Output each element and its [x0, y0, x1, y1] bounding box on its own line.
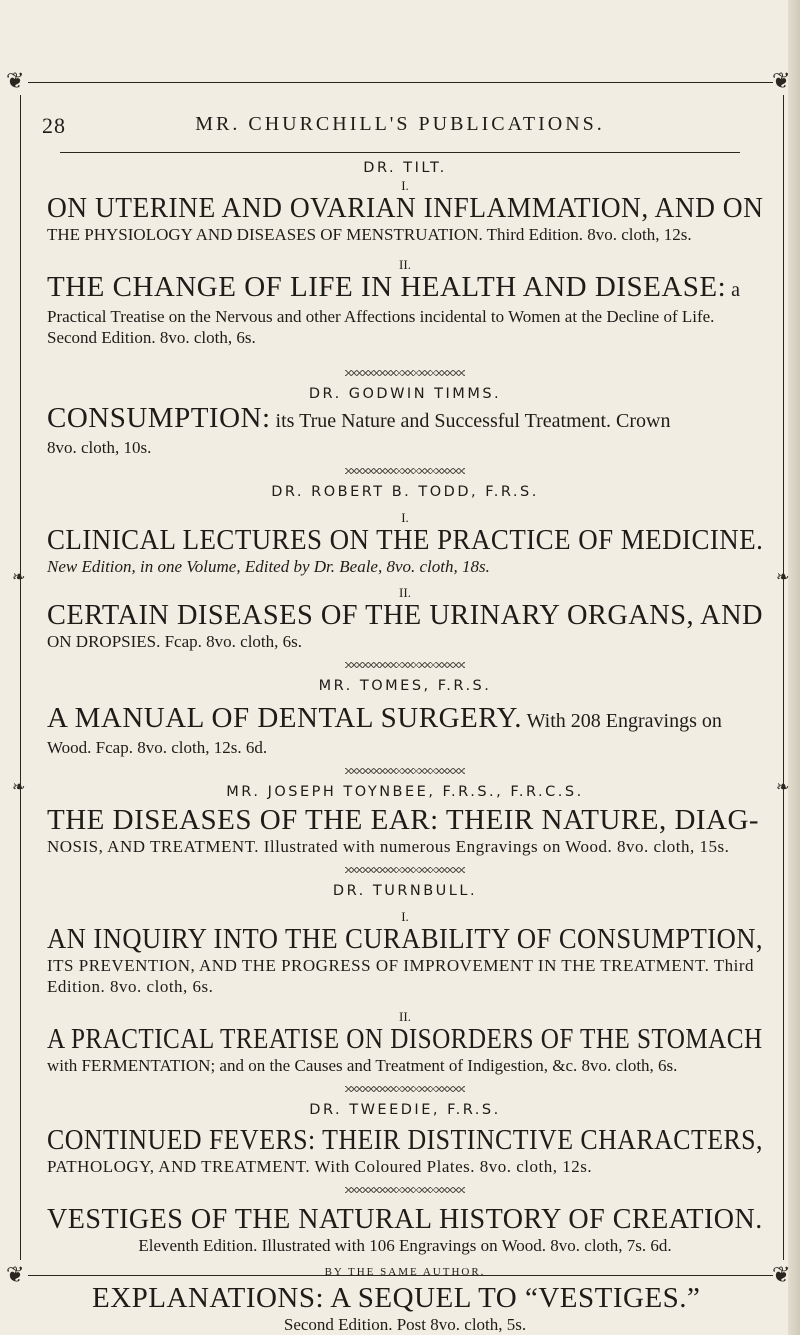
author-name: MR. JOSEPH TOYNBEE, F.R.S., F.R.C.S.	[226, 784, 584, 800]
work-description: with FERMENTATION; and on the Causes and Treatment of Indigestion, &c. 8vo. cloth, 6s.	[47, 1056, 678, 1075]
corner-ornament-bottom-left: ❦	[6, 1262, 25, 1287]
section-divider	[345, 370, 465, 376]
page-edge-shadow	[788, 0, 800, 1335]
work-title-continuation: its True Nature and Successful Treatment. Crown	[270, 410, 671, 432]
left-border-rule	[20, 95, 21, 1260]
work-numeral: I.	[401, 510, 409, 525]
section-divider	[345, 1086, 465, 1092]
work-title-text: CONSUMPTION:	[47, 402, 271, 434]
work-title	[47, 1124, 763, 1156]
work-description: 8vo. cloth, 10s.	[47, 438, 152, 457]
work-description: Wood. Fcap. 8vo. cloth, 12s. 6d.	[47, 738, 268, 757]
author-section	[47, 1102, 763, 1177]
work-numeral: II.	[399, 257, 411, 272]
author-section	[47, 484, 763, 652]
work-title-text: CLINICAL LECTURES ON THE PRACTICE OF MEDICINE.	[47, 524, 764, 556]
work-title	[47, 1203, 763, 1235]
author-name: DR. GODWIN TIMMS.	[308, 386, 502, 402]
page-number: 28	[42, 113, 66, 138]
section-divider	[345, 468, 465, 474]
corner-ornament-bottom-right: ❦	[772, 1262, 791, 1287]
side-ornament-left-2: ❧	[12, 779, 26, 796]
work-description: ON DROPSIES. Fcap. 8vo. cloth, 6s.	[47, 632, 303, 651]
work-title	[47, 804, 763, 836]
work-description: New Edition, in one Volume, Edited by Dr. Beale, 8vo. cloth, 18s.	[47, 557, 490, 576]
author-section	[47, 883, 763, 1076]
section-divider	[345, 867, 465, 873]
author-section	[47, 1203, 763, 1335]
top-border-rule	[28, 82, 773, 83]
work-title	[47, 192, 764, 224]
author-name: DR. TILT.	[363, 160, 447, 176]
side-ornament-left: ❧	[12, 569, 26, 586]
author-name: MR. TOMES, F.R.S.	[318, 678, 492, 694]
work-title-text: THE DISEASES OF THE EAR: THEIR NATURE, DIAG-	[47, 804, 760, 836]
work-description: Eleventh Edition. Illustrated with 106 Engravings on Wood. 8vo. cloth, 7s. 6d.	[138, 1236, 672, 1255]
sequel-description: Second Edition. Post 8vo. cloth, 5s.	[283, 1315, 527, 1334]
sequel-title-text: EXPLANATIONS: A SEQUEL TO “VESTIGES.”	[92, 1282, 701, 1314]
section-divider	[345, 768, 465, 774]
work-numeral: II.	[399, 1009, 411, 1024]
work-title-text: AN INQUIRY INTO THE CURABILITY OF CONSUMPTION,	[47, 923, 764, 955]
side-ornament-right: ❧	[776, 569, 790, 586]
same-author-label: BY THE SAME AUTHOR.	[324, 1266, 486, 1278]
author-name: DR. TWEEDIE, F.R.S.	[309, 1102, 501, 1118]
author-name: DR. TURNBULL.	[332, 883, 478, 899]
work-title-continuation: With 208 Engravings on	[521, 710, 722, 732]
work-title-text: A MANUAL OF DENTAL SURGERY.	[47, 702, 522, 734]
work-title-continuation: a	[726, 279, 741, 301]
work-title	[47, 1023, 763, 1055]
work-title-text: A PRACTICAL TREATISE ON DISORDERS OF THE STOMACH	[47, 1023, 763, 1055]
author-section	[47, 386, 763, 458]
author-section	[47, 678, 763, 758]
side-ornament-right-2: ❧	[776, 779, 790, 796]
corner-ornament-top-right: ❦	[772, 68, 791, 93]
catalogue-content	[47, 160, 763, 1335]
work-title-text: VESTIGES OF THE NATURAL HISTORY OF CREATION.	[47, 1203, 763, 1235]
work-numeral: II.	[399, 585, 411, 600]
work-numeral: I.	[401, 178, 409, 193]
work-title	[47, 402, 763, 437]
work-title	[47, 524, 764, 556]
work-description: ITS PREVENTION, AND THE PROGRESS OF IMPROVEMENT IN THE TREATMENT. Third Edition. 8vo. cloth, 6s.	[47, 956, 755, 996]
right-border-rule	[783, 95, 784, 1260]
header-underline-rule	[60, 152, 740, 153]
work-title	[47, 923, 764, 955]
work-title	[47, 702, 763, 737]
author-section	[47, 160, 763, 348]
work-title-text: THE CHANGE OF LIFE IN HEALTH AND DISEASE:	[47, 271, 727, 303]
author-name: DR. ROBERT B. TODD, F.R.S.	[271, 484, 539, 500]
author-section	[47, 784, 763, 857]
work-description: THE PHYSIOLOGY AND DISEASES OF MENSTRUATION. Third Edition. 8vo. cloth, 12s.	[47, 225, 692, 244]
work-title-text: CONTINUED FEVERS: THEIR DISTINCTIVE CHARACTERS,	[47, 1124, 763, 1156]
corner-ornament-top-left: ❦	[6, 68, 25, 93]
work-description: PATHOLOGY, AND TREATMENT. With Coloured Plates. 8vo. cloth, 12s.	[47, 1157, 593, 1176]
work-description: Practical Treatise on the Nervous and other Affections incidental to Women at the Decline of Life. Second Edition. 8vo. cloth, 6s.	[47, 307, 715, 347]
work-description: NOSIS, AND TREATMENT. Illustrated with numerous Engravings on Wood. 8vo. cloth, 15s.	[47, 837, 730, 856]
section-divider	[345, 662, 465, 668]
work-title	[47, 599, 764, 631]
work-title	[47, 271, 763, 306]
work-numeral: I.	[401, 909, 409, 924]
work-title-text: ON UTERINE AND OVARIAN INFLAMMATION, AND ON	[47, 192, 764, 224]
section-divider	[345, 1187, 465, 1193]
sequel-title	[92, 1282, 763, 1314]
work-title-text: CERTAIN DISEASES OF THE URINARY ORGANS, AND	[47, 599, 764, 631]
running-title: MR. CHURCHILL'S PUBLICATIONS.	[195, 113, 605, 135]
